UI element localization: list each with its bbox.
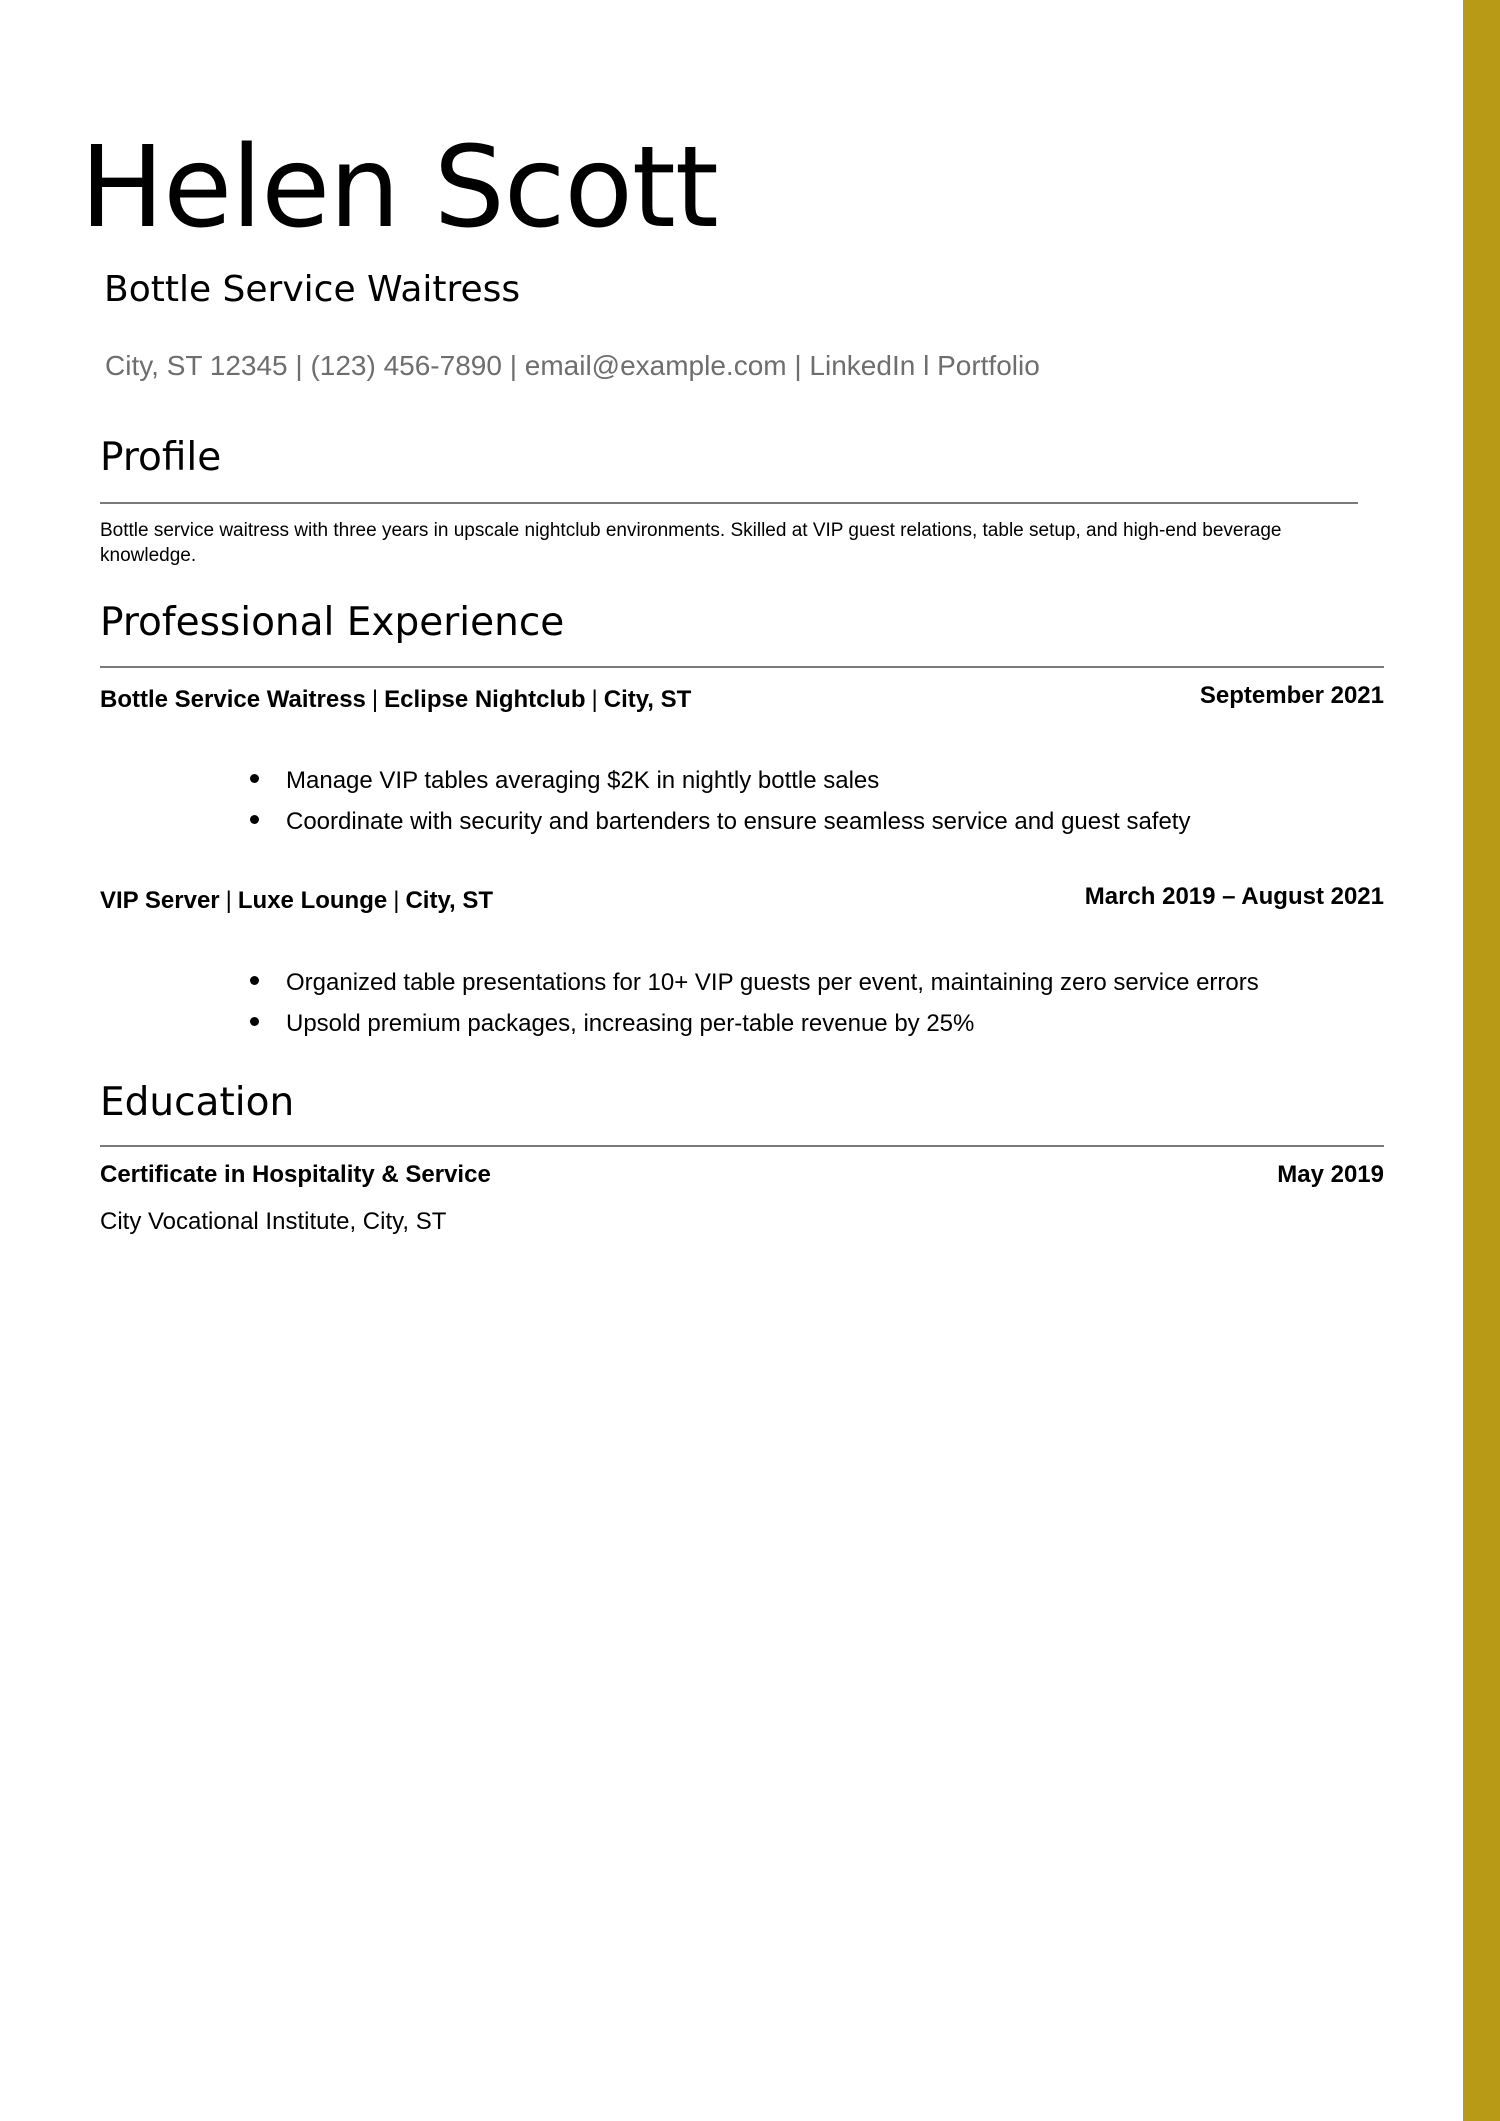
bullet-text: Coordinate with security and bartenders to ensure seamless service and guest safety	[286, 808, 1191, 835]
separator: |	[225, 887, 232, 914]
bullet-icon	[250, 1017, 259, 1026]
job-entry-header	[100, 683, 1384, 717]
job-role: VIP Server	[100, 887, 220, 914]
separator: |	[371, 686, 379, 713]
job-title-line	[100, 683, 691, 717]
list-item	[250, 962, 1259, 1003]
job-location: City, ST	[603, 686, 692, 713]
job-company: Luxe Lounge	[237, 887, 388, 914]
job-date: September 2021	[1199, 682, 1384, 709]
experience-heading: Professional Experience	[100, 600, 565, 645]
list-item	[250, 801, 1190, 842]
bullet-text: Upsold premium packages, increasing per-table revenue by 25%	[286, 1010, 975, 1037]
job-bullet-list	[250, 962, 1259, 1044]
list-item	[250, 760, 1190, 801]
bullet-text: Organized table presentations for 10+ VIP guests per event, maintaining zero service errors	[286, 969, 1259, 996]
education-school: City Vocational Institute, City, ST	[100, 1208, 447, 1235]
bullet-icon	[250, 774, 259, 783]
job-date: March 2019 – August 2021	[1084, 883, 1384, 910]
education-degree: Certificate in Hospitality & Service	[100, 1161, 491, 1188]
experience-divider	[100, 666, 1384, 668]
job-company: Eclipse Nightclub	[384, 686, 586, 713]
education-entry-header	[100, 1158, 1384, 1192]
profile-summary: Bottle service waitress with three years in upscale nightclub environments. Skilled at VIP guest relations, table setup, and high-end beverage knowledge.	[100, 520, 1282, 566]
list-item	[250, 1003, 1259, 1044]
bullet-icon	[250, 815, 259, 824]
education-date: May 2019	[1277, 1161, 1384, 1188]
bullet-text: Manage VIP tables averaging $2K in nightly bottle sales	[286, 767, 880, 794]
education-heading: Education	[100, 1080, 295, 1125]
job-bullet-list	[250, 760, 1190, 842]
profile-divider	[100, 502, 1358, 504]
profile-heading: Profile	[100, 435, 222, 480]
separator: |	[591, 686, 598, 713]
job-title-line	[100, 884, 493, 918]
separator: |	[393, 887, 400, 914]
job-entry-header	[100, 884, 1384, 918]
contact-line: City, ST 12345 | (123) 456-7890 | email@example.com | LinkedIn l Portfolio	[105, 350, 1040, 381]
education-divider	[100, 1145, 1384, 1147]
bullet-icon	[250, 976, 259, 985]
candidate-name: Helen Scott	[80, 123, 718, 253]
candidate-title: Bottle Service Waitress	[104, 269, 521, 310]
job-role: Bottle Service Waitress	[100, 686, 366, 713]
accent-side-bar	[1463, 0, 1500, 2121]
job-location: City, ST	[405, 887, 494, 914]
